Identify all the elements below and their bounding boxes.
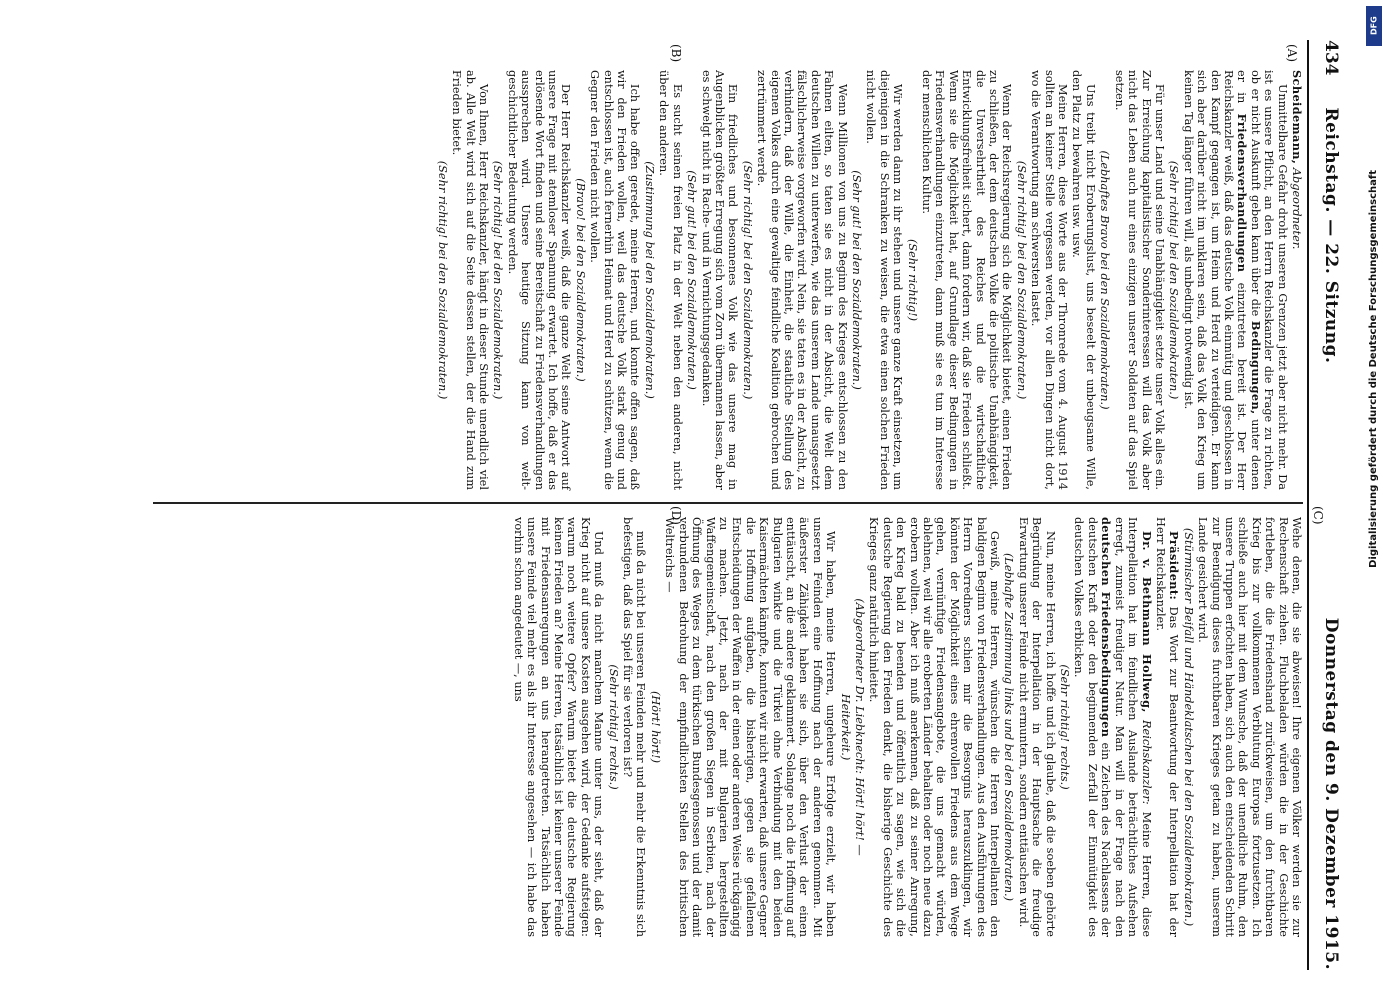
interjection: (Sehr richtig! bei den Sozialdemokraten.): [491, 160, 505, 400]
interjection: (Zustimmung bei den Sozialdemokraten.): [642, 161, 656, 399]
bold-text: Friedensverhandlungen: [1235, 113, 1250, 273]
text-run: Das Wort zur Beantwortung der Interpellation hat der Herr Reichskanzler.: [1153, 517, 1181, 938]
digitization-note: Digitalisierung gefördert durch die Deutsche Forschungsgemeinschaft: [1368, 170, 1379, 568]
paragraph: Es sucht seinen freien Platz in der Welt neben den anderen, nicht über den anderen.: [657, 70, 684, 490]
header-rule: [1307, 40, 1309, 970]
text-run: einzutreten bereit ist. Der Herr Reichskanzler weiß, daß das deutsche Volk einmütig und geschlossen in den Kampf gegangen ist, um Heim und Herd zu verteidigen. Er kann sich aber darüber nicht im unklaren sein, daß das Volk den Krieg um keinen Tag länger führen will, als unbedingt notwendig ist.: [1181, 70, 1249, 491]
dfg-logo: DFG: [1366, 6, 1382, 46]
text-run: ein Zeichen des Nachlassens der deutschen Kraft oder den beginnenden Zerfall der Einmütigkeit des deutschen Volkes erblicken.: [1072, 517, 1113, 938]
margin-marker-c: (C): [1311, 506, 1325, 525]
margin-marker-b: (B): [669, 44, 683, 63]
interjection: (Sehr richtig! rechts.): [1058, 664, 1072, 790]
page-header: [1311, 40, 1351, 970]
paragraph: Für unser Land und seine Unabhängigkeit setzte unser Volk alles ein. Zur Erreichung kapitalistischer Sonderinteressen will das Volk aber nicht das Leben auch nur eines einzigen unserer Soldaten auf das Spiel setzen.: [1112, 70, 1166, 490]
interjection: (Sehr richtig! rechts.): [606, 664, 620, 790]
paragraph: Der Herr Reichskanzler weiß, daß die ganze Welt seine Antwort auf unsere Frage mit atemloser Spannung erwartet. Ich hoffe, daß er das erlösende Wort finden und seine Bereitschaft zu Friedensverhandlungen aussprechen wird. Unsere heutige Sitzung kann von welt-geschichtlicher Bedeutung werden.: [505, 70, 573, 490]
paragraph: Meine Herren, diese Worte aus der Thronrede vom 4. August 1914 sollten an keiner Stelle vergessen werden, vor allen Dingen nicht dort, wo die Verantwortung am schwersten lastet.: [1029, 70, 1070, 490]
margin-marker-d: (D): [669, 506, 683, 525]
text-run: unter denen er in: [1235, 70, 1262, 491]
right-text-column: [510, 517, 1303, 937]
president-label: Präsident:: [1167, 531, 1182, 601]
interjection: (Sehr richtig!): [905, 238, 919, 322]
interjection: (Sehr gut! bei den Sozialdemokraten.): [685, 170, 699, 390]
interjection: (Sehr richtig! bei den Sozialdemokraten.): [1167, 160, 1181, 400]
paragraph: muß da nicht bei unseren Feinden mehr und mehr die Erkenntnis sich befestigen, daß das Spiel für sie verloren ist?: [621, 517, 648, 937]
paragraph: Wehe denen, die sie abweisen! Ihre eigenen Völker werden sie zur Rechenschaft ziehen. Fluchbeladen würden die in der Geschichte fortleben, die die Friedenshand zurückweisen, um den furchtbaren Krieg bis zur vollkommenen Verblutung Europas fortzusetzen. Ich schließe auch hier mit dem Wunsche, daß der unendliche Ruhm, den unsere Truppen erfochten haben, sich auch den entscheidenden Schritt zur Beendigung dieses furchtbaren Krieges getan zu haben, unserem Lande gesichert wird.: [1196, 517, 1303, 937]
interjection: (Sehr richtig! bei den Sozialdemokraten.): [1014, 160, 1028, 400]
paragraph: [1072, 517, 1152, 937]
interjection: (Abgeordneter Dr. Liebknecht: Hört! hört! —: [853, 598, 866, 856]
interjection: (Stürmischer Beifall und Händeklatschen bei den Sozialdemokraten.): [1181, 527, 1195, 927]
paragraph: Ein friedliches und besonnenes Volk wie das unsere mag in Augenblicken größter Erregung sich vom Zorn übermannen lassen, aber es schwelgt nicht in Rache- und in Vernichtungsgedanken.: [699, 70, 740, 490]
paragraph: Von Ihnen, Herr Reichskanzler, hängt in dieser Stunde unendlich viel ab. Alle Welt wird sich auf die Seite dessen stellen, der die Hand zum Frieden bietet.: [450, 70, 491, 490]
paragraph: [1290, 70, 1303, 490]
interjection: (Sehr richtig! bei den Sozialdemokraten.): [740, 160, 754, 400]
paragraph: [1181, 70, 1288, 490]
speaker-name: Scheidemann,: [1290, 70, 1304, 165]
speaker-role: Reichskanzler:: [1139, 720, 1153, 805]
interjection: Heiterkeit.): [838, 693, 852, 761]
interjection: (Sehr richtig! bei den Sozialdemokraten.): [435, 160, 449, 400]
interjection: (Lebhafte Zustimmung links und bei den Sozialdemokraten.): [1002, 552, 1016, 902]
bold-text: Bedingungen,: [1248, 320, 1263, 415]
paragraph: Wir haben, meine Herren, ungeheure Erfolge erzielt, wir haben unseren Feinden eine Hoffnung nach der anderen genommen. Mit äußerster Zähigkeit haben sie sich, über den Verlust der einen enttäuscht, an die andere geklammert. Solange noch die Hoffnung auf Bulgarien winkte und die Türkei ohne Verbindung mit den beiden Kaisermächten kämpfte, konnten wir nicht erwarten, daß unsere Gegner die Hoffnung aufgaben, die bisherigen, gegen sie gefallenen Entscheidungen der Waffen in der einen oder anderen Weise rückgängig zu machen. Jetzt, nach der mit Bulgarien hergestellten Waffengemeinschaft, nach den großen Siegen in Serbien, nach der Öffnung des Weges zu dem türkischen Bundesgenossen und der damit verbundenen Bedrohung der empfindlichsten Stellen des britischen Weltreichs —: [663, 517, 838, 937]
interjection: (Sehr gut! bei den Sozialdemokraten.): [850, 170, 863, 390]
bold-text: deutschen Friedensbedingungen: [1099, 517, 1114, 738]
speaker-name: Dr. v. Bethmann Hollweg,: [1139, 531, 1154, 713]
interjection: (Hört! hört!): [648, 690, 662, 764]
paragraph: Und muß da nicht manchem Manne unter uns, der sieht, daß der Krieg nicht auf unsere Kosten ausgehen wird, der Gedanke aufsteigen: warum noch weitere Opfer? Warum bietet die deutsche Regierung keinen Frieden an? Meine Herren, tatsächlich ist keiner unserer Feinde mit Friedensanregungen an uns herangetreten. Tatsächlich haben unsere Feinde viel mehr es als ihr Interesse angesehen — ich habe das vorhin schon angedeutet —, uns: [511, 517, 606, 937]
paragraph: Wir werden dann zu ihr stehen und unsere ganze Kraft einsetzen, um diejenigen in die Schranken zu weisen, die etwa einen solchen Frieden nicht wollen.: [864, 70, 905, 490]
paragraph: Wenn Millionen von uns zu Beginn des Krieges entschlossen zu den Fahnen eilten, so taten sie es nicht in der Absicht, die Welt dem deutschen Willen zu unterwerfen, wie das unserem Lande unausgesetzt fälschlicherweise vorgeworfen wird. Nein, sie taten es in der Absicht, zu verhindern, daß der Wille, die Einheit, die staatliche Stellung des eigenen Volkes durch eine gewaltige feindliche Koalition gebrochen und zertrümmert werde.: [755, 70, 849, 490]
interjection: (Bravo! bei den Sozialdemokraten.): [573, 178, 587, 382]
paragraph: Ich habe offen geredet, meine Herren, und konnte offen sagen, daß wir den Frieden wollen, weil das deutsche Volk stark genug und entschlossen ist, auch fernerhin Heimat und Herd zu schützen, wenn die Gegner den Frieden nicht wollen.: [588, 70, 642, 490]
left-text-column: [434, 70, 1303, 490]
interjection: (Lebhaftes Bravo bei den Sozialdemokraten.): [1098, 150, 1112, 410]
paragraph: Uns treibt nicht Eroberungslust, uns beseelt der unbeugsame Wille, den Platz zu bewahren usw. usw.: [1070, 70, 1097, 490]
header-left-title: Reichstag. — 22. Sitzung.: [1321, 107, 1341, 364]
paragraph: Nun, meine Herren, ich hoffe und ich glaube, daß die soeben gehörte Begründung der Interpellation in der Hauptsache die freudige Erwartung unserer Feinde nicht ermuntern, sondern enttäuschen wird.: [1016, 517, 1057, 937]
column-divider: [153, 502, 1303, 504]
header-right-title: Donnerstag den 9. Dezember 1915.: [1321, 617, 1341, 970]
paragraph: Wenn der Reichsregierung sich die Möglichkeit bietet, einen Frieden zu schließen, der dem deutschen Volke die politische Unabhängigkeit, die Unversehrtheit des Reiches und die wirtschaftliche Entwicklungsfreiheit sichert, dann fordern wir, daß sie Frieden schließt. Wenn sie die Möglichkeit hat, auf Grundlage dieser Bedingungen in Friedensverhandlungen einzutreten, dann muß sie es tun im Interesse der menschlichen Kultur.: [920, 70, 1014, 490]
margin-marker-a: (A): [1285, 44, 1299, 63]
paragraph: [1154, 517, 1181, 937]
paragraph: Gewiß, meine Herren, wünschen die Herren Interpellanten den baldigen Beginn von Friedensverhandlungen. Aus den Ausführungen des Herrn Vorredners schien mir die Besorgnis herauszuklingen, wir könnten der Möglichkeit eines ehrenvollen Friedens aus dem Wege gehen, vernünftige Friedensangebote, die uns gemacht würden, ablehnen, weil wir alle eroberten Länder behalten oder noch neue dazu erobern wollten. Aber ich muß anerkennen, daß zu seiner Anregung, den Krieg bald zu beenden und öffentlich zu sagen, wie sich die deutsche Regierung den Frieden denkt, die bisherige Geschichte des Krieges ganz natürlich hinleitet.: [867, 517, 1002, 937]
text-run: Meine Herren, diese Interpellation hat im feindlichen Auslande beträchtliches Aufsehen erregt, zumeist freudiger Natur. Man will in der Frage nach den: [1112, 517, 1153, 938]
speaker-role: Abgeordneter.: [1290, 167, 1303, 250]
page-number: 434: [1321, 40, 1341, 76]
text-run: Unmittelbare Gefahr droht unseren Grenzen jetzt aber nicht mehr. Da ist es unsere Pflicht, an den Herrn Reichskanzler die Frage zu richten, ob er nicht Auskunft geben kann über die: [1248, 70, 1289, 490]
